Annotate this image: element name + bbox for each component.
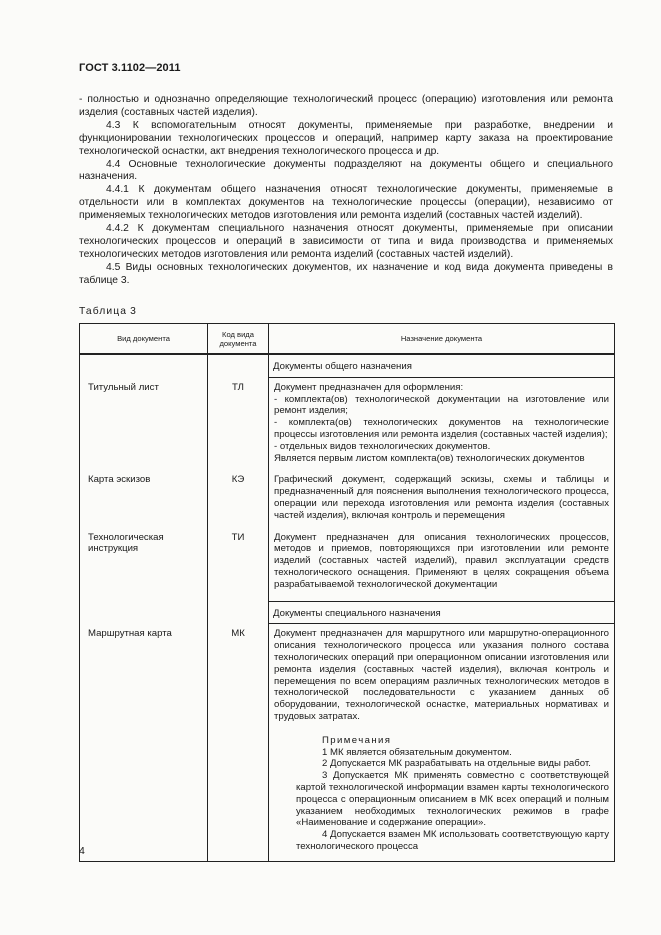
table-caption <box>79 306 136 317</box>
table-caption-label: Таблица <box>79 306 128 317</box>
header-doc-purpose: Назначение документа <box>269 324 615 355</box>
table-row <box>80 474 615 531</box>
document-types-table <box>79 323 615 862</box>
row-ti-purpose: Документ предназначен для описания технологических процессов, методов и приемов, повторяющихся при изготовлении или ремонте изделий (составных частей изделий), правил эксплуатации средств технологического оснащения. Применяют в целях сокращения объема разрабатываемой технологической документации <box>269 532 615 601</box>
row-mk-name: Маршрутная карта <box>80 624 208 861</box>
row-mk-notes <box>274 735 609 853</box>
note-item: 1 МК является обязательным документом. <box>322 746 512 758</box>
row-ke-name: Карта эскизов <box>80 474 208 531</box>
row-ti-name: Технологическая инструкция <box>80 532 208 601</box>
section-row-general <box>80 354 615 378</box>
table-header-row <box>80 324 615 355</box>
paragraph-4-4-1: 4.4.1 К документам общего назначения относят технологические документы, применяемые в отдельности или в комплектах документов на технологические процессы (операции), независимо от применяемых технологических методов изготовления или ремонта изделий (составных частей изделий). <box>79 184 613 222</box>
row-ke-purpose: Графический документ, содержащий эскизы, схемы и таблицы и предназначенный для пояснения выполнения технологического процесса, операции или перехода изготовления или ремонта изделия (составных частей изделия), включая контроль и перемещения <box>269 474 615 531</box>
paragraph-4-4: 4.4 Основные технологические документы подразделяют на документы общего и специального назначения. <box>79 158 613 183</box>
table-row <box>80 624 615 861</box>
note-item: 2 Допускается МК разрабатывать на отдельные виды работ. <box>322 758 591 770</box>
row-tl-code: ТЛ <box>208 378 269 475</box>
row-ke-code: КЭ <box>208 474 269 531</box>
body-text <box>79 94 613 288</box>
table-caption-number: 3 <box>130 306 136 317</box>
row-mk-cell <box>269 624 615 861</box>
row-tl-name: Титульный лист <box>80 378 208 475</box>
table-row <box>80 378 615 475</box>
document-header: ГОСТ 3.1102—2011 <box>79 62 181 74</box>
row-tl-purpose: Документ предназначен для оформления: - комплекта(ов) технологической документации на изготовление или ремонт изделия; - комплекта(ов) технологических документов на технологические процессы изготовления или ремонта изделия (составных частей изделия); - отдельных видов технологических документов. Является первым листом комплекта(ов) технологических документов <box>269 378 615 475</box>
page-number: 4 <box>79 845 85 857</box>
row-ti-code: ТИ <box>208 532 269 601</box>
row-mk-code: МК <box>208 624 269 861</box>
header-doc-code: Код вида документа <box>208 324 269 355</box>
section-row-special <box>80 601 615 625</box>
paragraph-4-4-2: 4.4.2 К документам специального назначения относят документы, применяемые при описании технологических процессов и операций в зависимости от типа и вида производства и применяемых технологических методов изготовления или ремонта изделий (составных частей изделий). <box>79 223 613 260</box>
note-item: 4 Допускается взамен МК использовать соответствующую карту технологического процесса <box>296 829 610 852</box>
section-special-title: Документы специального назначения <box>269 601 614 625</box>
table-row <box>80 532 615 601</box>
note-item: 3 Допускается МК применять совместно с соответствующей картой технологической информации взамен карты технологического процесса с операционным описанием в МК всех операций и полным указанием необходимых технологических режимов в графе «Наименование и содержание операции». <box>296 770 609 829</box>
notes-title: Примечания <box>322 734 392 746</box>
header-doc-type: Вид документа <box>80 324 208 355</box>
row-mk-purpose: Документ предназначен для маршрутного или маршрутно-операционного описания технологического процесса или указания полного состава технологических операций при операционном описании изготовления или ремонта изделия (составных частей изделия), включая контроль и перемещения по всем операциям различных технологических методов в технологической последовательности с указанием данных об оборудовании, технологической оснастке, материальных нормативах и трудовых затратах. <box>274 628 609 722</box>
paragraph-1: - полностью и однозначно определяющие технологический процесс (операцию) изготовления или ремонта изделия (составных частей изделия). <box>79 94 613 118</box>
section-general-title: Документы общего назначения <box>269 355 614 378</box>
paragraph-4-5: 4.5 Виды основных технологических документов, их назначение и код вида документа приведены в таблице 3. <box>79 261 613 286</box>
paragraph-4-3: 4.3 К вспомогательным относят документы, применяемые при разработке, внедрении и функционировании технологических процессов и операций, например карту заказа на проектирование технологической оснастки, акт внедрения технологического процесса и др. <box>79 119 613 157</box>
